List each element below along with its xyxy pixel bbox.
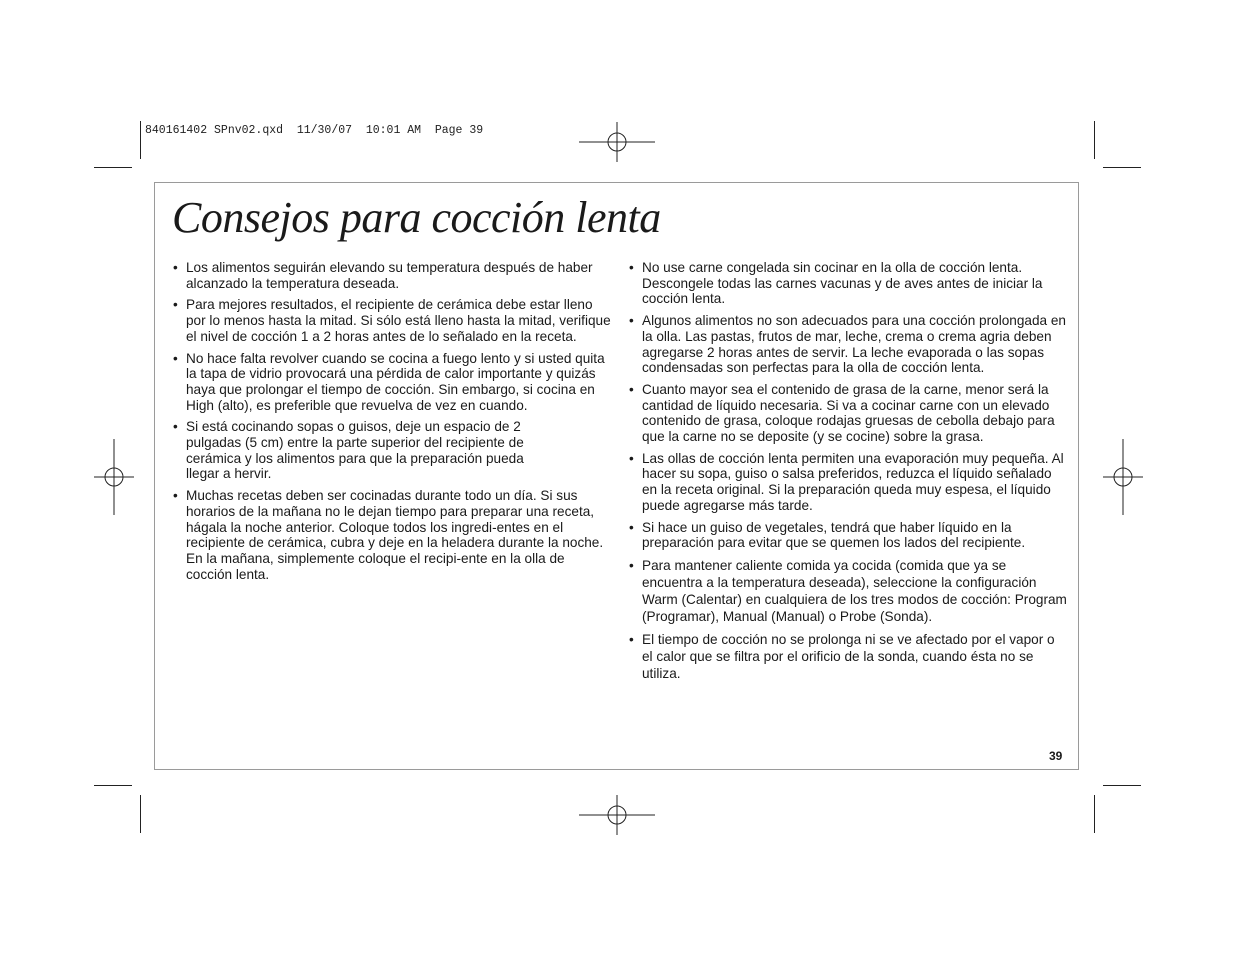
- bullet: •: [173, 419, 178, 435]
- bullet: •: [629, 631, 634, 647]
- registration-mark-right-icon: [1103, 439, 1143, 515]
- bullet: •: [629, 381, 634, 397]
- bullet: •: [173, 260, 178, 275]
- page-title: Consejos para cocción lenta: [172, 193, 661, 242]
- tip-text: Muchas recetas deben ser cocinadas durante todo un día. Si sus horarios de la mañana no le dejan tiempo para preparar una receta, hágala la noche anterior. Coloque todos los ingredi-entes en el recipiente de cerámica, cubra y deje en la heladera durante la noche. En la mañana, simplemente coloque el recipi-ente en la olla de cocción lenta.: [186, 488, 604, 582]
- tip-text: Cuanto mayor sea el contenido de grasa de la carne, menor será la cantidad de líquido necesaria. Si va a cocinar carne con un elevado contenido de grasa, coloque rodajas gruesas de cebolla debajo para que la carne no se deposite (y se cocine) sobre la grasa.: [642, 381, 1055, 445]
- crop-mark-top-right-vertical: [1094, 121, 1095, 159]
- list-item: [629, 631, 1067, 682]
- tip-text: Si está cocinando sopas o guisos, deje un espacio de 2 pulgadas (5 cm) entre la parte superior del recipiente de cerámica y los alimentos para que la preparación pueda llegar a hervir.: [186, 419, 524, 482]
- tip-text: No hace falta revolver cuando se cocina a fuego lento y si usted quita la tapa de vidrio provocará una pérdida de calor importante y quizás haya que prolongar el tiempo de cocción. Sin embargo, si cocina en High (alto), es preferible que revuelva de vez en cuando.: [186, 350, 605, 413]
- list-item: [173, 260, 613, 291]
- list-item: [629, 451, 1067, 514]
- list-item: [629, 260, 1067, 307]
- crop-mark-top-left-horizontal: [94, 167, 132, 168]
- bullet: •: [629, 557, 634, 573]
- registration-mark-left-icon: [94, 439, 134, 515]
- list-item: [173, 297, 613, 344]
- list-item: [629, 557, 1067, 625]
- right-column: [629, 260, 1067, 688]
- left-column: [173, 260, 613, 588]
- list-item: [173, 419, 613, 482]
- registration-mark-bottom-icon: [579, 795, 655, 835]
- bullet: •: [629, 260, 634, 275]
- tips-list-right: [629, 260, 1067, 682]
- tip-text: Para mejores resultados, el recipiente de cerámica debe estar lleno por lo menos hasta la mitad. Si sólo está lleno hasta la mitad, verifique el nivel de cocción 1 a 2 horas antes de lo señalado en la receta.: [186, 297, 611, 344]
- crop-mark-top-right-horizontal: [1103, 167, 1141, 168]
- tip-text: Algunos alimentos no son adecuados para una cocción prolongada en la olla. Las pastas, frutos de mar, leche, crema o crema agria deben agregarse 2 horas antes de servir. La leche evaporada o las sopas condensadas son perfectas para la olla de cocción lenta.: [642, 313, 1066, 376]
- crop-mark-bottom-right-vertical: [1094, 795, 1095, 833]
- tip-text: Los alimentos seguirán elevando su temperatura después de haber alcanzado la temperatura deseada.: [186, 260, 593, 291]
- crop-mark-bottom-right-horizontal: [1103, 785, 1141, 786]
- bullet: •: [629, 450, 634, 466]
- crop-mark-top-left-vertical: [140, 121, 141, 159]
- tip-text: Si hace un guiso de vegetales, tendrá que haber líquido en la preparación para evitar que se quemen los lados del recipiente.: [642, 519, 1026, 551]
- tip-text: El tiempo de cocción no se prolonga ni se ve afectado por el vapor o el calor que se filtra por el orificio de la sonda, cuando ésta no se utiliza.: [642, 631, 1055, 681]
- bullet: •: [629, 313, 634, 329]
- list-item: [629, 520, 1067, 551]
- bullet: •: [629, 519, 634, 535]
- tips-list-left: [173, 260, 613, 582]
- print-slug-line: 840161402 SPnv02.qxd 11/30/07 10:01 AM Page 39: [145, 124, 484, 137]
- list-item: [629, 313, 1067, 376]
- crop-mark-bottom-left-vertical: [140, 795, 141, 833]
- list-item: [629, 382, 1067, 445]
- registration-mark-top-icon: [579, 122, 655, 162]
- list-item: [173, 351, 613, 414]
- bullet: •: [173, 297, 178, 313]
- bullet: •: [173, 350, 178, 366]
- tip-text: Las ollas de cocción lenta permiten una evaporación muy pequeña. Al hacer su sopa, guiso o salsa preferidos, reduzca el líquido señalado en la receta original. Si la preparación queda muy espesa, el líquido puede agregarse más tarde.: [642, 450, 1064, 513]
- crop-mark-bottom-left-horizontal: [94, 785, 132, 786]
- page-number: 39: [1049, 749, 1063, 763]
- list-item: [173, 488, 613, 582]
- tip-text: No use carne congelada sin cocinar en la olla de cocción lenta. Descongele todas las carnes vacunas y de aves antes de iniciar la cocción lenta.: [642, 260, 1043, 307]
- tip-text: Para mantener caliente comida ya cocida (comida que ya se encuentra a la temperatura deseada), seleccione la configuración Warm (Calentar) en cualquiera de los tres modos de cocción: Program (Programar), Manual (Manual) o Probe (Sonda).: [642, 557, 1067, 624]
- bullet: •: [173, 488, 178, 504]
